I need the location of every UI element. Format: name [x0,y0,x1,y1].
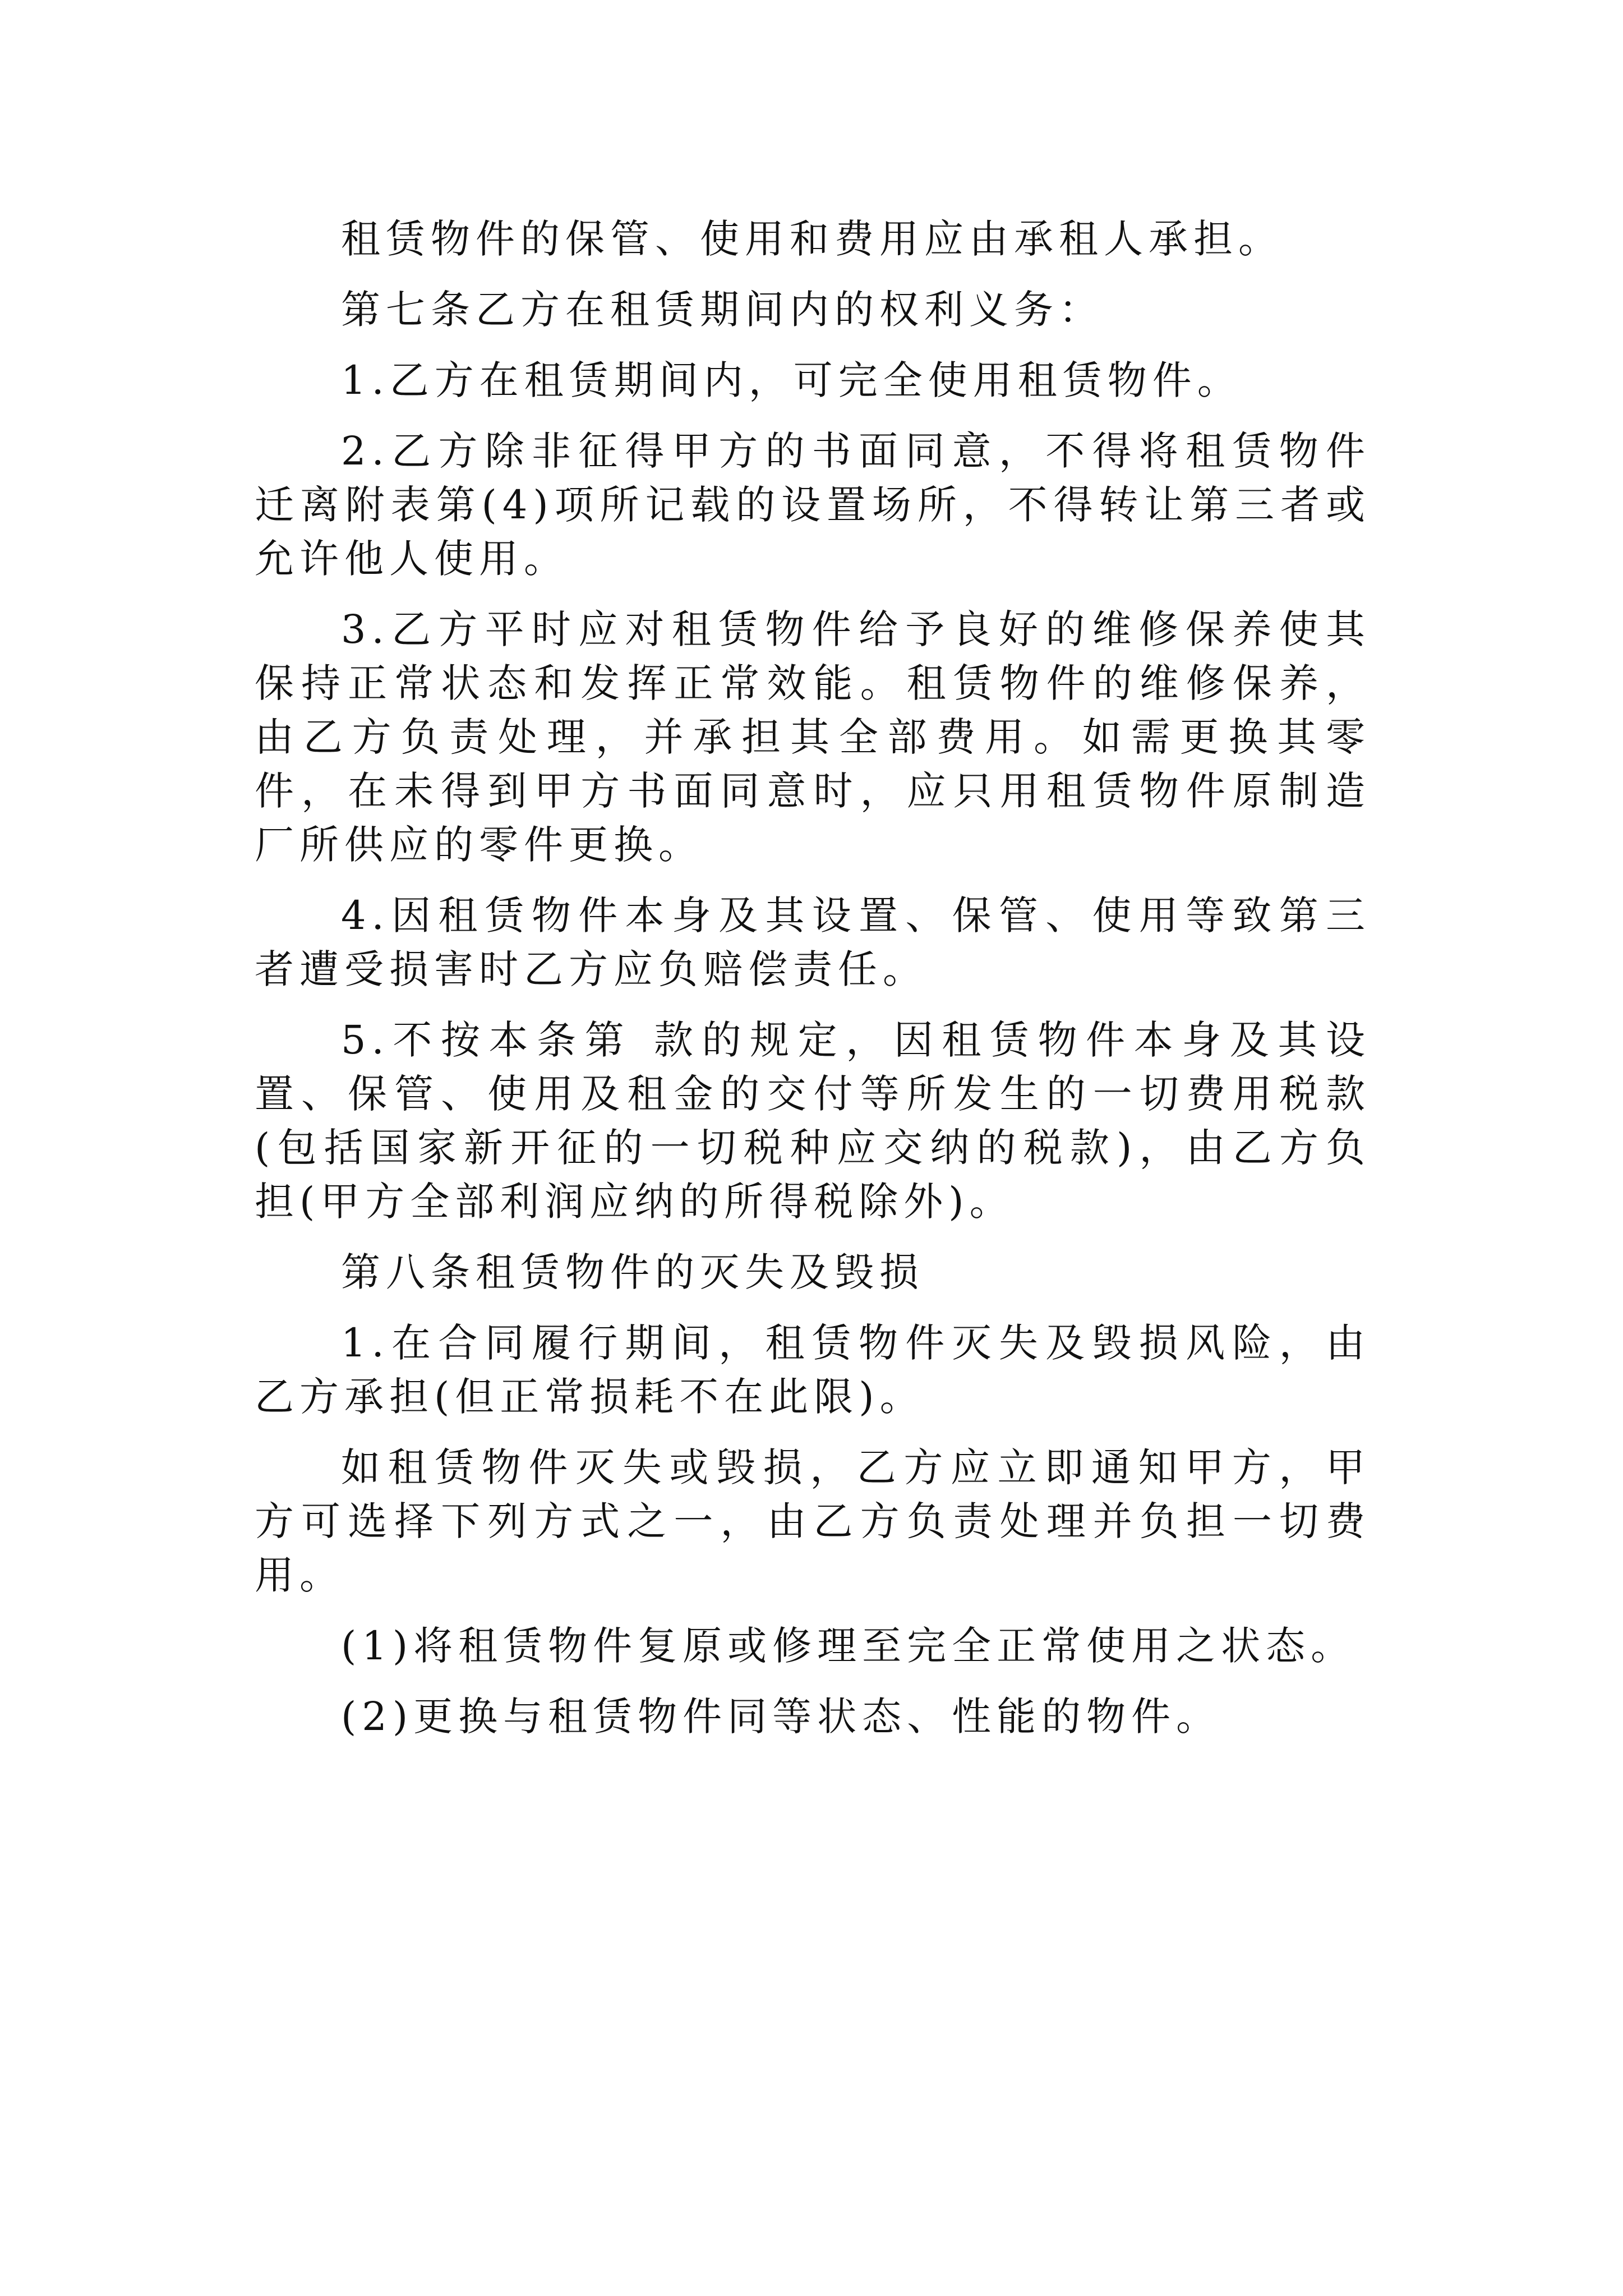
paragraph-article-8-heading: 第八条租赁物件的灭失及毁损 [341,1249,924,1295]
paragraph-article-7-item-2: 2.乙方除非征得甲方的书面同意，不得将租赁物件迁离附表第(4)项所记载的设置场所，不得转让第三者或允许他人使用。 [255,428,1371,582]
paragraph-article-7-heading: 第七条乙方在租赁期间内的权利义务： [341,287,1104,333]
paragraph-article-7-item-3: 3.乙方平时应对租赁物件给予良好的维修保养使其保持正常状态和发挥正常效能。租赁物件的维修保养，由乙方负责处理，并承担其全部费用。如需更换其零件，在未得到甲方书面同意时，应只用租赁物件原制造厂所供应的零件更换。 [255,606,1371,868]
paragraph-article-7-item-1: 1.乙方在租赁期间内，可完全使用租赁物件。 [341,357,1242,403]
paragraph-article-8-options-intro: 如租赁物件灭失或毁损，乙方应立即通知甲方，甲方可选择下列方式之一，由乙方负责处理并负担一切费用。 [255,1444,1371,1598]
paragraph-article-8-option-2: (2)更换与租赁物件同等状态、性能的物件。 [341,1694,1221,1740]
paragraph-article-7-item-5: 5.不按本条第 款的规定，因租赁物件本身及其设置、保管、使用及租金的交付等所发生的一切费用税款(包括国家新开征的一切税种应交纳的税款)，由乙方负担(甲方全部利润应纳的所得税除外)。 [255,1017,1371,1225]
document-body [255,212,1371,1760]
paragraph-storage-cost: 租赁物件的保管、使用和费用应由承租人承担。 [341,216,1283,262]
paragraph-article-8-item-1: 1.在合同履行期间，租赁物件灭失及毁损风险，由乙方承担(但正常损耗不在此限)。 [255,1320,1371,1420]
paragraph-article-7-item-4: 4.因租赁物件本身及其设置、保管、使用等致第三者遭受损害时乙方应负赔偿责任。 [255,892,1371,992]
paragraph-article-8-option-1: (1)将租赁物件复原或修理至完全正常使用之状态。 [341,1623,1356,1669]
